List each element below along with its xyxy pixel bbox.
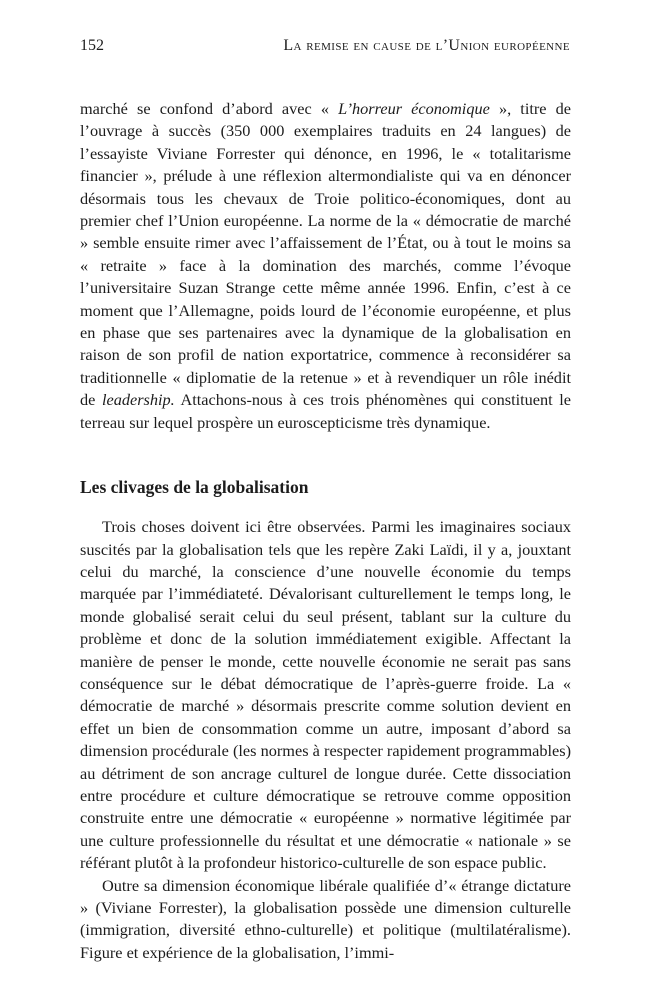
book-title-italic: L’horreur économique — [338, 99, 490, 118]
leadership-italic: leadership. — [101, 390, 175, 410]
paragraph-text: Attachons-nous à ces trois phénomènes qui constituent le terreau sur lequel prospère un euroscepticisme très dynamique. — [80, 390, 572, 432]
paragraph-text: marché se confond d’abord avec « — [80, 99, 339, 118]
paragraph-continued — [80, 98, 571, 434]
page-number: 152 — [80, 37, 104, 54]
paragraph: Trois choses doivent ici être observées. Parmi les imaginaires sociaux suscités par la globalisation tels que les repère Zaki Laïdi, il y a, jouxtant celui du marché, la conscience d’une nouvelle économie du temps marquée par l’immédiateté. Dévalorisant culturellement le temps long, le monde globalisé serait celui du seul présent, tablant sur la culture du problème et donc de la solution immédiatement exigible. Affectant la manière de penser le monde, cette nouvelle économie ne serait pas sans conséquence sur le débat démocratique de l’après-guerre froide. La « démocratie de marché » désormais prescrite comme solution devient en effet un bien de consommation comme un autre, imposant d’abord sa dimension procédurale (les normes à respecter rapidement programmables) au détriment de son ancrage culturel de longue durée. Cette dissociation entre procédure et culture démocratique se retrouve comme opposition construite entre une démocratie « européenne » normative légitimée par une culture professionnelle du résultat et une démocratie « nationale » se référant plutôt à la profondeur historico-culturelle de son espace public. — [80, 517, 571, 873]
paragraph-text: », titre de l’ouvrage à succès (350 000 exemplaires traduits en 24 langues) de l’essayiste Viviane Forrester qui dénonce, en 1996, le « totalitarisme financier », prélude à une réflexion altermondialiste qui va en dénoncer désormais tous les chevaux de Troie politico-économiques, dont au premier chef l’Union européenne. La norme de la « démocratie de marché » semble ensuite rimer avec l’affaissement de l’État, ou à tout le moins sa « retraite » face à la domination des marchés, comme l’évoque l’universitaire Suzan Strange cette même année 1996. Enfin, c’est à ce moment que l’Allemagne, poids lourd de l’économie européenne, et plus en phase que ses partenaires avec la dynamique de la globalisation en raison de son profil de nation exportatrice, commence à reconsidérer sa traditionnelle « diplomatie de la retenue » et à revendiquer un rôle inédit de — [80, 99, 571, 410]
paragraph: Outre sa dimension économique libérale qualifiée d’« étrange dictature » (Viviane Forrester), la globalisation possède une dimension culturelle (immigration, diversité ethno-culturelle) et politique (multilatéralisme). Figure et expérience de la globalisation, l’immi- — [80, 875, 571, 962]
section-title: Les clivages de la globalisation — [80, 477, 309, 498]
page-body — [80, 98, 571, 964]
running-title: La remise en cause de l’Union européenne — [283, 37, 570, 54]
